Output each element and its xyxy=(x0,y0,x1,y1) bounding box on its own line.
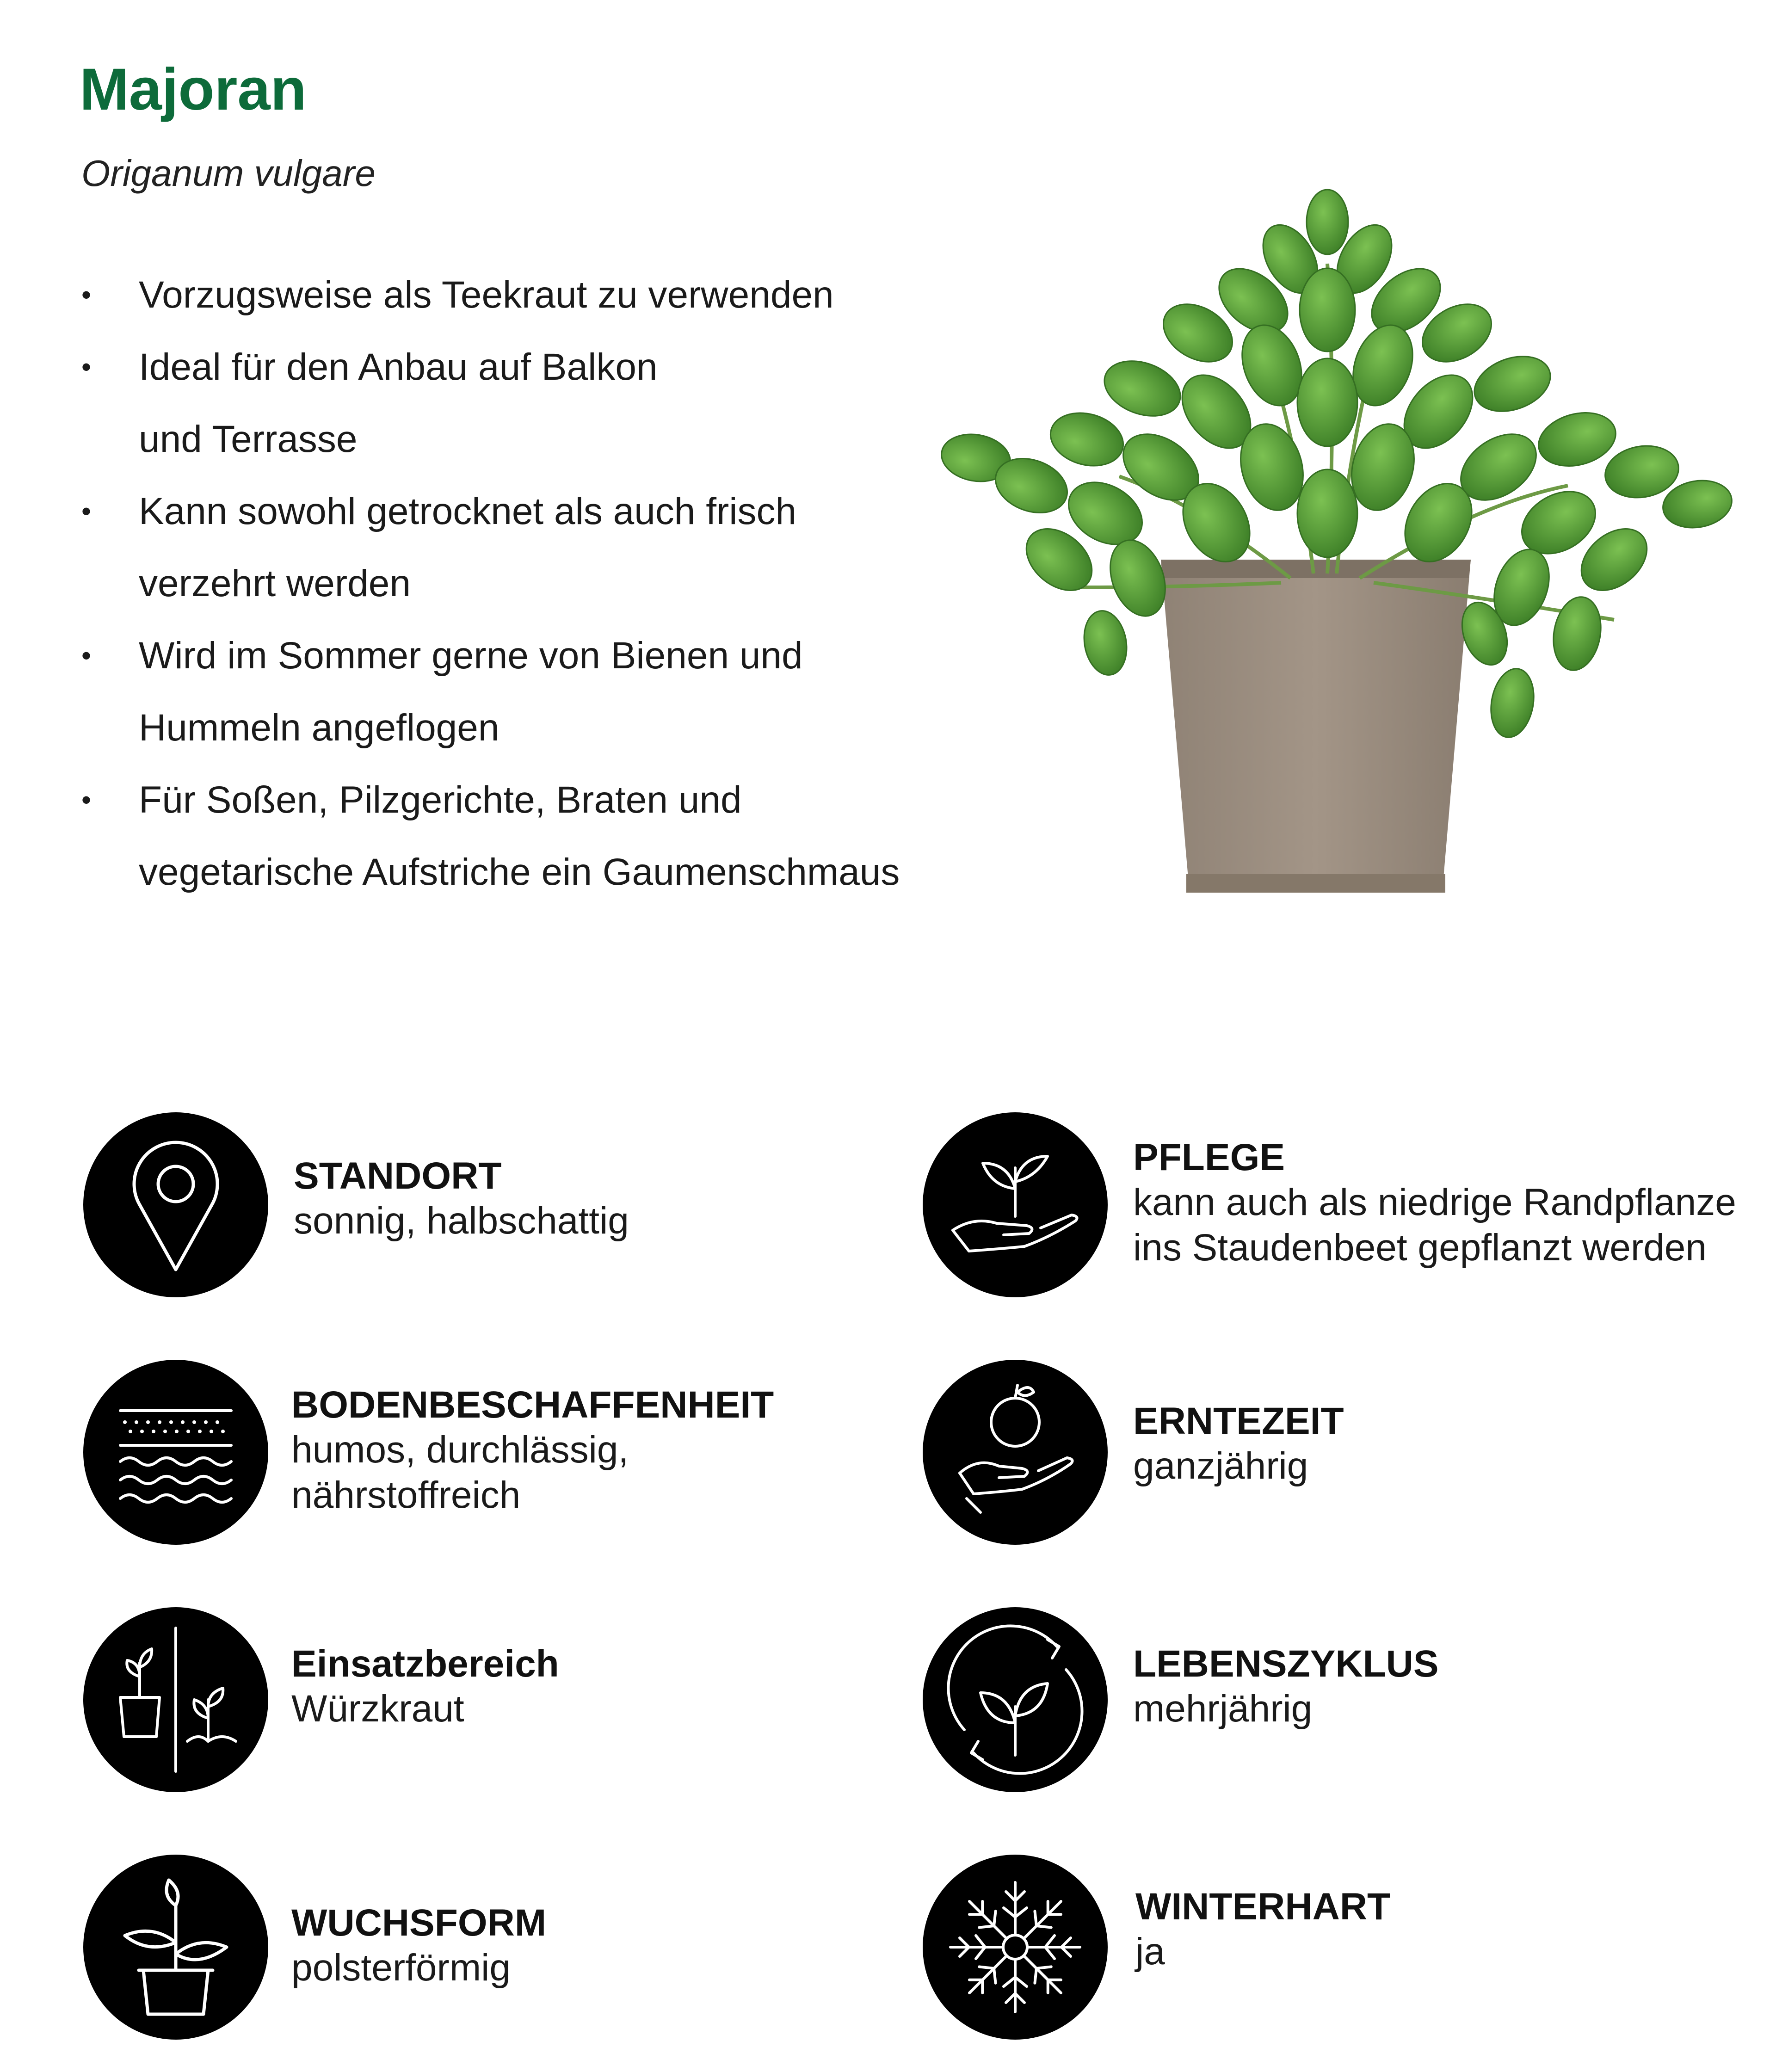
feature-line: Hummeln angeflogen xyxy=(139,707,500,749)
feature-line: Kann sowohl getrocknet als auch frisch xyxy=(139,490,797,532)
bullet-icon: • xyxy=(81,784,92,815)
hand-with-seedling-icon xyxy=(923,1112,1108,1297)
bullet-icon: • xyxy=(81,640,92,671)
property-value: humos, durchlässig, xyxy=(291,1429,629,1471)
product-title: Majoran xyxy=(80,56,307,123)
feature-item-continued xyxy=(74,692,953,764)
property-label: WUCHSFORM xyxy=(291,1902,547,1944)
botanical-name: Origanum vulgare xyxy=(81,153,376,194)
property-standort xyxy=(83,1112,906,1302)
property-value: ganzjährig xyxy=(1133,1445,1308,1487)
feature-line: Vorzugsweise als Teekraut zu verwenden xyxy=(139,274,834,316)
property-value: kann auch als niedrige Randpflanze xyxy=(1133,1181,1736,1223)
feature-item xyxy=(74,259,953,331)
feature-list xyxy=(74,259,953,908)
property-label: BODENBESCHAFFENHEIT xyxy=(291,1384,774,1426)
potted-plant-icon xyxy=(83,1855,268,2040)
property-label: PFLEGE xyxy=(1133,1136,1285,1178)
feature-line: Für Soßen, Pilzgerichte, Braten und xyxy=(139,779,742,821)
property-value: Würzkraut xyxy=(291,1688,464,1730)
property-value: nährstoffreich xyxy=(291,1474,521,1516)
property-value: ja xyxy=(1135,1930,1165,1973)
bullet-icon: • xyxy=(81,279,92,310)
feature-line: Ideal für den Anbau auf Balkon xyxy=(139,346,658,388)
feature-item xyxy=(74,620,953,692)
bullet-icon: • xyxy=(81,352,92,382)
property-winterhart xyxy=(923,1855,1746,2044)
property-value: polsterförmig xyxy=(291,1947,511,1989)
cycle-sprout-icon xyxy=(923,1607,1108,1792)
property-label: STANDORT xyxy=(294,1155,502,1197)
property-value: sonnig, halbschattig xyxy=(294,1200,629,1242)
soil-layers-icon xyxy=(83,1360,268,1545)
snowflake-icon xyxy=(923,1855,1108,2040)
property-value: mehrjährig xyxy=(1133,1688,1313,1730)
pot-and-ground-plant-icon xyxy=(83,1607,268,1792)
property-wuchsform xyxy=(83,1855,906,2044)
property-erntezeit xyxy=(923,1360,1746,1549)
feature-item-continued xyxy=(74,836,953,908)
feature-line: vegetarische Aufstriche ein Gaumenschmaus xyxy=(139,851,900,893)
property-pflege xyxy=(923,1112,1746,1302)
property-grid xyxy=(83,1112,1748,2028)
hand-with-fruit-icon xyxy=(923,1360,1108,1545)
feature-line: Wird im Sommer gerne von Bienen und xyxy=(139,635,803,677)
feature-line: verzehrt werden xyxy=(139,562,411,604)
bullet-icon: • xyxy=(81,496,92,527)
property-lebenszyklus xyxy=(923,1607,1746,1797)
feature-item xyxy=(74,764,953,836)
property-label: WINTERHART xyxy=(1135,1886,1391,1928)
property-label: LEBENSZYKLUS xyxy=(1133,1643,1439,1685)
location-pin-icon xyxy=(83,1112,268,1297)
feature-item-continued xyxy=(74,548,953,620)
property-label: ERNTEZEIT xyxy=(1133,1400,1344,1442)
property-einsatzbereich xyxy=(83,1607,906,1797)
property-label: Einsatzbereich xyxy=(291,1643,559,1685)
property-bodenbeschaffenheit xyxy=(83,1360,906,1549)
feature-item-continued xyxy=(74,403,953,475)
feature-line: und Terrasse xyxy=(139,418,358,460)
plant-photo xyxy=(920,180,1753,911)
property-value: ins Staudenbeet gepflanzt werden xyxy=(1133,1227,1707,1269)
feature-item xyxy=(74,331,953,403)
feature-item xyxy=(74,475,953,548)
